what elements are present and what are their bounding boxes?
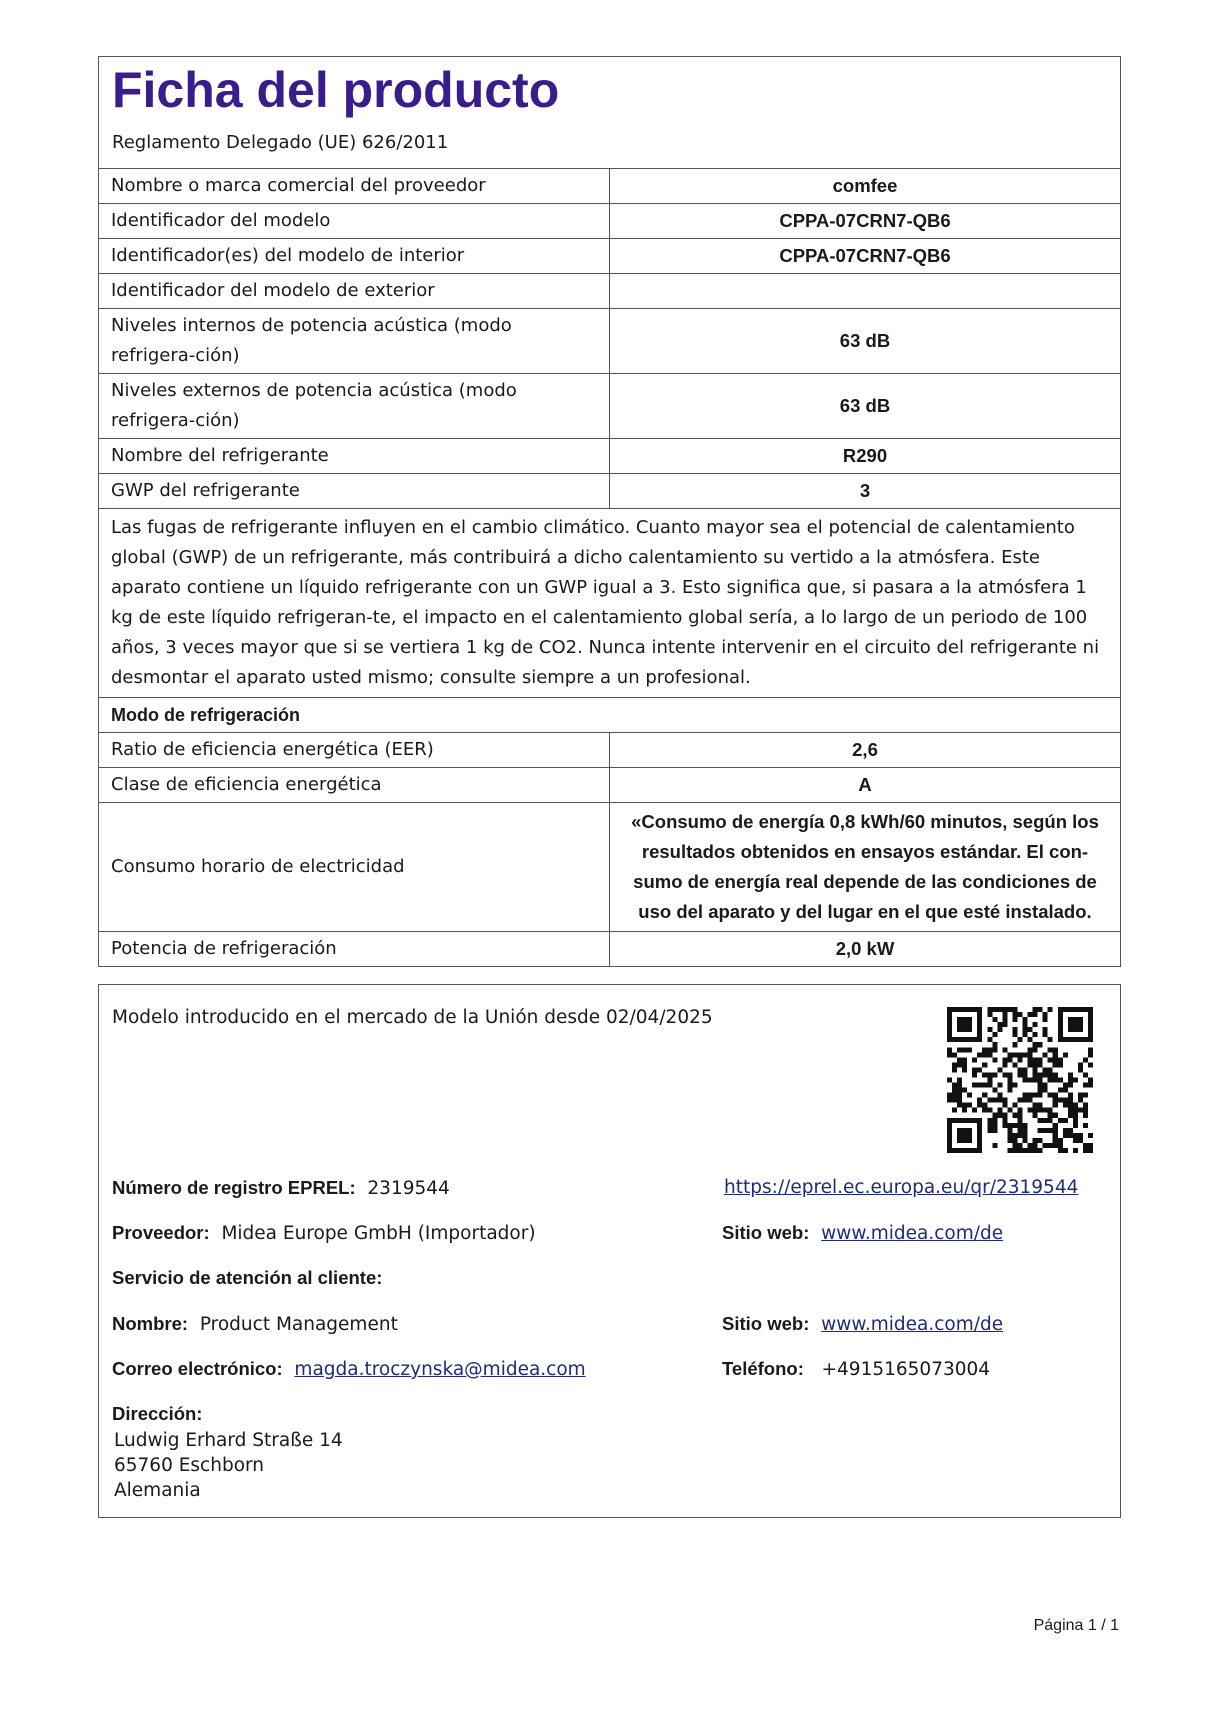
service-website — [722, 1313, 1003, 1335]
table-row — [99, 204, 1120, 239]
eprel-label: Número de registro EPREL: — [112, 1177, 356, 1198]
phone-label: Teléfono: — [722, 1358, 804, 1379]
row-value: 2,0 kW — [610, 932, 1121, 967]
market-intro: Modelo introducido en el mercado de la Unión desde 02/04/2025 — [112, 1007, 713, 1028]
phone-value: +4915165073004 — [821, 1359, 991, 1380]
table-row — [99, 733, 1120, 768]
name-value: Product Management — [199, 1314, 398, 1335]
row-value: R290 — [610, 439, 1121, 474]
table-row — [99, 768, 1120, 803]
customer-service-title: Servicio de atención al cliente: — [112, 1267, 383, 1288]
table-row — [99, 932, 1120, 967]
row-label: GWP del refrigerante — [99, 474, 610, 509]
table-row — [99, 309, 1120, 374]
table-row — [99, 509, 1120, 698]
row-value: 2,6 — [610, 733, 1121, 768]
row-value: «Consumo de energía 0,8 kWh/60 minutos, según los resultados obtenidos en ensayos estándar. El con-sumo de energía real depende de las condiciones de uso del aparato y del lugar en el que esté instalado. — [610, 803, 1121, 932]
name-label: Nombre: — [112, 1313, 189, 1334]
row-value: 63 dB — [610, 374, 1121, 439]
table-row — [99, 274, 1120, 309]
row-label: Ratio de eficiencia energética (EER) — [99, 733, 610, 768]
email-label: Correo electrónico: — [112, 1358, 283, 1379]
address-line: 65760 Eschborn — [114, 1455, 265, 1476]
eprel-value: 2319544 — [367, 1178, 450, 1199]
row-value: 63 dB — [610, 309, 1121, 374]
table-row — [99, 439, 1120, 474]
email-link[interactable]: magda.troczynska@midea.com — [294, 1359, 586, 1380]
row-value: comfee — [610, 169, 1121, 204]
row-label: Nombre o marca comercial del proveedor — [99, 169, 610, 204]
row-label: Potencia de refrigeración — [99, 932, 610, 967]
website-label: Sitio web: — [722, 1222, 810, 1243]
supplier — [112, 1222, 536, 1244]
supplier-value: Midea Europe GmbH (Importador) — [221, 1223, 536, 1244]
supplier-website — [722, 1222, 1003, 1244]
qr-code-icon — [947, 1007, 1093, 1153]
page-title: Ficha del producto — [112, 62, 560, 118]
product-sheet — [98, 56, 1121, 967]
supplier-info-box — [98, 984, 1121, 1518]
website2-link[interactable]: www.midea.com/de — [821, 1314, 1004, 1335]
address-line: Alemania — [114, 1480, 201, 1501]
row-label: Consumo horario de electricidad — [99, 803, 610, 932]
table-row — [99, 374, 1120, 439]
eprel-registration — [112, 1177, 450, 1199]
refrigerant-notice: Las fugas de refrigerante influyen en el cambio climático. Cuanto mayor sea el potencial de calentamiento global (GWP) de un refrigerante, más contribuirá a dicho calentamiento su vertido a la atmósfera. Este aparato contiene un líquido refrigerante con un GWP igual a 3. Esto significa que, si pasara a la atmósfera 1 kg de este líquido refrigeran-te, el impacto en el calentamiento global sería, a lo largo de un periodo de 100 años, 3 veces mayor que si se vertiera 1 kg de CO2. Nunca intente intervenir en el circuito del refrigerante ni desmontar el aparato usted mismo; consulte siempre a un profesional. — [99, 509, 1120, 698]
row-label: Identificador(es) del modelo de interior — [99, 239, 610, 274]
page-number: Página 1 / 1 — [1033, 1617, 1119, 1634]
table-row — [99, 698, 1120, 733]
eprel-link[interactable]: https://eprel.ec.europa.eu/qr/2319544 — [724, 1177, 1079, 1198]
section-title-cooling: Modo de refrigeración — [99, 698, 1120, 733]
table-row — [99, 239, 1120, 274]
website2-label: Sitio web: — [722, 1313, 810, 1334]
row-label: Niveles internos de potencia acústica (modo refrigera-ción) — [99, 309, 610, 374]
address-line: Ludwig Erhard Straße 14 — [114, 1430, 343, 1451]
contact-phone — [722, 1358, 990, 1380]
address-label: Dirección: — [112, 1403, 203, 1424]
supplier-label: Proveedor: — [112, 1222, 210, 1243]
table-row — [99, 803, 1120, 932]
contact-email — [112, 1358, 586, 1380]
table-row — [99, 474, 1120, 509]
row-label: Niveles externos de potencia acústica (modo refrigera-ción) — [99, 374, 610, 439]
table-row — [99, 169, 1120, 204]
row-value: 3 — [610, 474, 1121, 509]
row-value — [610, 274, 1121, 309]
row-label: Identificador del modelo — [99, 204, 610, 239]
row-value: CPPA-07CRN7-QB6 — [610, 239, 1121, 274]
regulation-reference: Reglamento Delegado (UE) 626/2011 — [112, 132, 449, 153]
contact-name — [112, 1313, 398, 1335]
row-value: CPPA-07CRN7-QB6 — [610, 204, 1121, 239]
row-value: A — [610, 768, 1121, 803]
row-label: Clase de eficiencia energética — [99, 768, 610, 803]
row-label: Nombre del refrigerante — [99, 439, 610, 474]
row-label: Identificador del modelo de exterior — [99, 274, 610, 309]
product-table — [99, 168, 1120, 966]
website-link[interactable]: www.midea.com/de — [821, 1223, 1004, 1244]
